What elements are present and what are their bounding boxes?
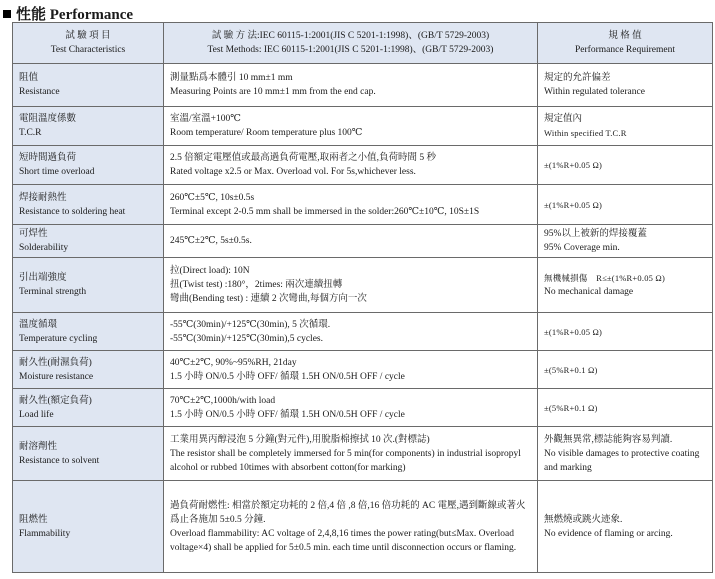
table-header-row <box>13 23 713 64</box>
test-item-cell: 耐溶劑性 Resistance to solvent <box>13 427 164 481</box>
table-row <box>13 481 713 573</box>
test-method-cell: 2.5 倍額定電壓值或最高過負荷電壓,取兩者之小值,負荷時間 5 秒 Rated voltage x2.5 or Max. Overload vol. For 5s,whichever less. <box>164 146 538 185</box>
test-method-cell: 40℃±2℃, 90%~95%RH, 21day 1.5 小時 ON/0.5 小時 OFF/ 循環 1.5H ON/0.5H OFF / cycle <box>164 351 538 389</box>
requirement-cell: 外觀無異常,標誌能夠容易判讀. No visible damages to protective coating and marking <box>538 427 713 481</box>
test-item-cell: 焊接耐熱性 Resistance to soldering heat <box>13 185 164 225</box>
table-row <box>13 389 713 427</box>
test-item-cell: 阻值 Resistance <box>13 64 164 107</box>
requirement-cell: ±(5%R+0.1 Ω) <box>538 389 713 427</box>
square-bullet-icon <box>3 10 11 18</box>
table-row <box>13 107 713 146</box>
requirement-cell: 規定的允許偏差 Within regulated tolerance <box>538 64 713 107</box>
table-row <box>13 351 713 389</box>
test-method-cell: 245℃±2℃, 5s±0.5s. <box>164 225 538 258</box>
table-row <box>13 225 713 258</box>
requirement-cell: 規定值內 Within specified T.C.R <box>538 107 713 146</box>
table-row <box>13 146 713 185</box>
table-row <box>13 427 713 481</box>
test-item-cell: 耐久性(耐濕負荷) Moisture resistance <box>13 351 164 389</box>
test-item-cell: 阻燃性 Flammability <box>13 481 164 573</box>
requirement-cell: 無機械損傷 R≤±(1%R+0.05 Ω) No mechanical damage <box>538 258 713 313</box>
test-method-cell: 260℃±5℃, 10s±0.5s Terminal except 2-0.5 mm shall be immersed in the solder:260℃±10℃, 10S±1S <box>164 185 538 225</box>
header-test-characteristics: 試 驗 項 目 Test Characteristics <box>13 23 164 64</box>
requirement-cell: ±(1%R+0.05 Ω) <box>538 185 713 225</box>
section-title <box>3 3 133 23</box>
requirement-cell: ±(1%R+0.05 Ω) <box>538 146 713 185</box>
test-method-cell: 室溫/室溫+100℃ Room temperature/ Room temperature plus 100℃ <box>164 107 538 146</box>
section-title-text: 性能 Performance <box>16 7 134 23</box>
requirement-cell: ±(5%R+0.1 Ω) <box>538 351 713 389</box>
test-item-cell: 可焊性 Solderability <box>13 225 164 258</box>
requirement-cell: ±(1%R+0.05 Ω) <box>538 313 713 351</box>
requirement-cell: 無燃燒或跳火迹象. No evidence of flaming or arcing. <box>538 481 713 573</box>
table-row <box>13 64 713 107</box>
header-test-methods: 試 驗 方 法:IEC 60115-1:2001(JIS C 5201-1:1998)、(GB/T 5729-2003) Test Methods: IEC 60115-1:2001(JIS C 5201-1:1998)、(GB/T 5729-2003) <box>164 23 538 64</box>
requirement-cell: 95%以上被新的焊接覆蓋 95% Coverage min. <box>538 225 713 258</box>
test-item-cell: 耐久性(額定負荷) Load life <box>13 389 164 427</box>
table-row <box>13 313 713 351</box>
test-method-cell: 工業用異丙醇浸泡 5 分鐘(對元件),用脫脂棉擦拭 10 次.(對標誌) The resistor shall be completely immersed for 5 min(for components) in industrial isopropyl alcohol or rubbed 10times with absorbent cotton(for marking) <box>164 427 538 481</box>
test-method-cell: 70℃±2℃,1000h/with load 1.5 小時 ON/0.5 小時 OFF/ 循環 1.5H ON/0.5H OFF / cycle <box>164 389 538 427</box>
table-row <box>13 258 713 313</box>
table-row <box>13 185 713 225</box>
test-method-cell: 過負荷耐燃性: 相當於額定功耗的 2 倍,4 倍 ,8 倍,16 倍功耗的 AC 電壓,遇到斷線或著火爲止各施加 5±0.5 分鐘. Overload flammability: AC voltage of 2,4,8,16 times the power rating(but≤Max. Overload voltage×4) shall be applied for 5±0.5 min. each time until disconnection occurs or flaming. <box>164 481 538 573</box>
test-item-cell: 溫度循環 Temperature cycling <box>13 313 164 351</box>
test-item-cell: 短時間過負荷 Short time overload <box>13 146 164 185</box>
performance-table <box>12 22 713 573</box>
header-performance-requirement: 規 格 值 Performance Requirement <box>538 23 713 64</box>
test-method-cell: -55℃(30min)/+125℃(30min), 5 次循環. -55℃(30min)/+125℃(30min),5 cycles. <box>164 313 538 351</box>
test-item-cell: 引出端強度 Terminal strength <box>13 258 164 313</box>
test-method-cell: 拉(Direct load): 10N 扭(Twist test) :180°，2times: 兩次連續扭轉 彎曲(Bending test) : 連續 2 次彎曲,每個方向一次 <box>164 258 538 313</box>
test-item-cell: 電阻溫度係數 T.C.R <box>13 107 164 146</box>
test-method-cell: 測量點爲本體引 10 mm±1 mm Measuring Points are 10 mm±1 mm from the end cap. <box>164 64 538 107</box>
